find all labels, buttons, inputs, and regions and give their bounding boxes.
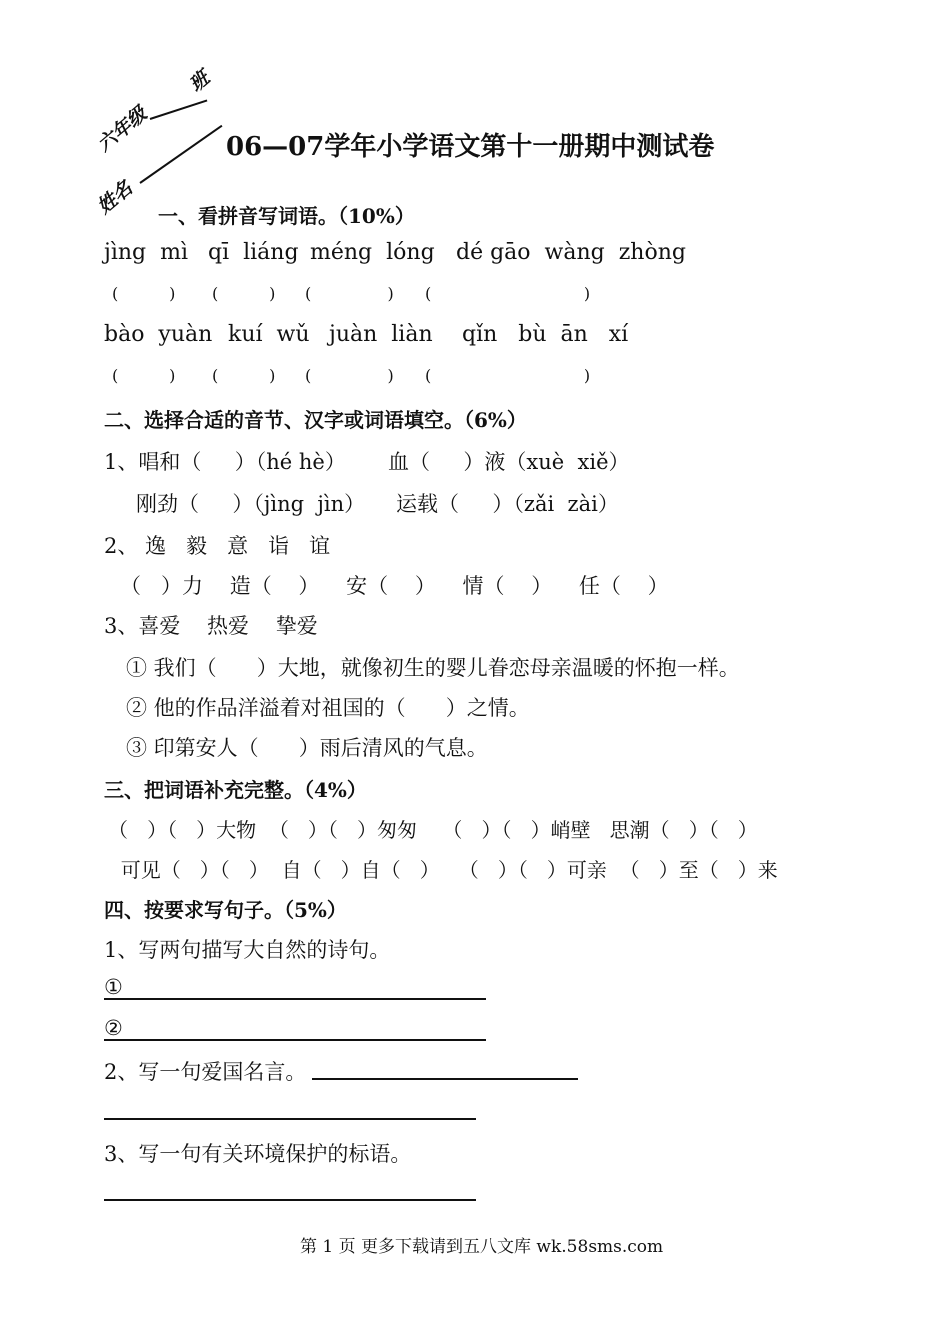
q4-3: 3、写一句有关环境保护的标语。 <box>104 1142 412 1166</box>
q2-1d: 运载（ ）（zǎi zài） <box>396 492 619 516</box>
q4-1-marker-2: ② <box>104 1016 123 1040</box>
q2-1b: 血（ ）液（xuè xiě） <box>388 450 630 474</box>
q2-2: 2、 逸 毅 意 诣 谊 <box>104 534 331 558</box>
side-name-line <box>139 125 222 184</box>
q2-3-2: ② 他的作品洋溢着对祖国的（ ）之情。 <box>126 696 530 720</box>
answer-paren: ( ) <box>305 366 394 385</box>
answer-paren: ( ) <box>112 366 176 385</box>
pinyin-8: qǐn bù ān xí <box>462 322 629 347</box>
answer-paren: ( ) <box>112 284 176 303</box>
q2-3: 3、喜爱 热爱 挚爱 <box>104 614 318 638</box>
q4-1-marker-1: ① <box>104 975 123 999</box>
section-2-heading: 二、选择合适的音节、汉字或词语填空。（6%） <box>104 408 527 432</box>
pinyin-2: qī liáng <box>208 240 299 265</box>
answer-line[interactable] <box>104 1199 476 1201</box>
side-class-char: 班 <box>185 67 214 97</box>
section-3-heading: 三、把词语补充完整。（4%） <box>104 778 367 802</box>
answer-line[interactable] <box>312 1078 578 1080</box>
q2-3-1: ① 我们（ ）大地，就像初生的婴儿眷恋母亲温暖的怀抱一样。 <box>126 656 740 680</box>
section-4-heading: 四、按要求写句子。（5%） <box>104 898 347 922</box>
side-name-label: 姓名 <box>93 176 137 219</box>
pinyin-4: dé gāo wàng zhòng <box>456 240 686 265</box>
pinyin-5: bào yuàn <box>104 322 213 347</box>
q2-3-3: ③ 印第安人（ ）雨后清风的气息。 <box>126 736 488 760</box>
side-grade-line <box>150 100 208 120</box>
q2-2b: （ ）力 造（ ） 安（ ） 情（ ） 任（ ） <box>120 574 669 598</box>
pinyin-6: kuí wǔ <box>228 322 310 347</box>
page-title: 06—07学年小学语文第十一册期中测试卷 <box>226 132 715 162</box>
answer-line[interactable] <box>104 1118 476 1120</box>
pinyin-3: méng lóng <box>310 240 435 265</box>
q2-1c: 刚劲（ ）（jìng jìn） <box>136 492 366 516</box>
section-1-heading: 一、看拼音写词语。（10%） <box>158 204 415 228</box>
answer-paren: ( ) <box>305 284 394 303</box>
answer-paren: ( ) <box>212 284 276 303</box>
q4-1: 1、写两句描写大自然的诗句。 <box>104 938 391 962</box>
q3-row-1: （ ）（ ）大物 （ ）（ ）匆匆 （ ）（ ）峭壁 思潮（ ）（ ） <box>108 818 758 842</box>
pinyin-1: jìng mì <box>104 240 188 265</box>
answer-paren: ( ) <box>425 366 591 385</box>
q3-row-2: 可见（ ）（ ） 自（ ）自（ ） （ ）（ ）可亲 （ ）至（ ）来 <box>108 858 778 882</box>
side-grade-label: 六年级 <box>93 102 152 157</box>
answer-line[interactable] <box>104 998 486 1000</box>
answer-paren: ( ) <box>425 284 591 303</box>
page-footer: 第 1 页 更多下载请到五八文库 wk.58sms.com <box>300 1237 664 1257</box>
pinyin-7: juàn liàn <box>329 322 433 347</box>
q2-1a: 1、唱和（ ）（hé hè） <box>104 450 346 474</box>
q4-2: 2、写一句爱国名言。 <box>104 1060 307 1084</box>
answer-line[interactable] <box>104 1039 486 1041</box>
answer-paren: ( ) <box>212 366 276 385</box>
